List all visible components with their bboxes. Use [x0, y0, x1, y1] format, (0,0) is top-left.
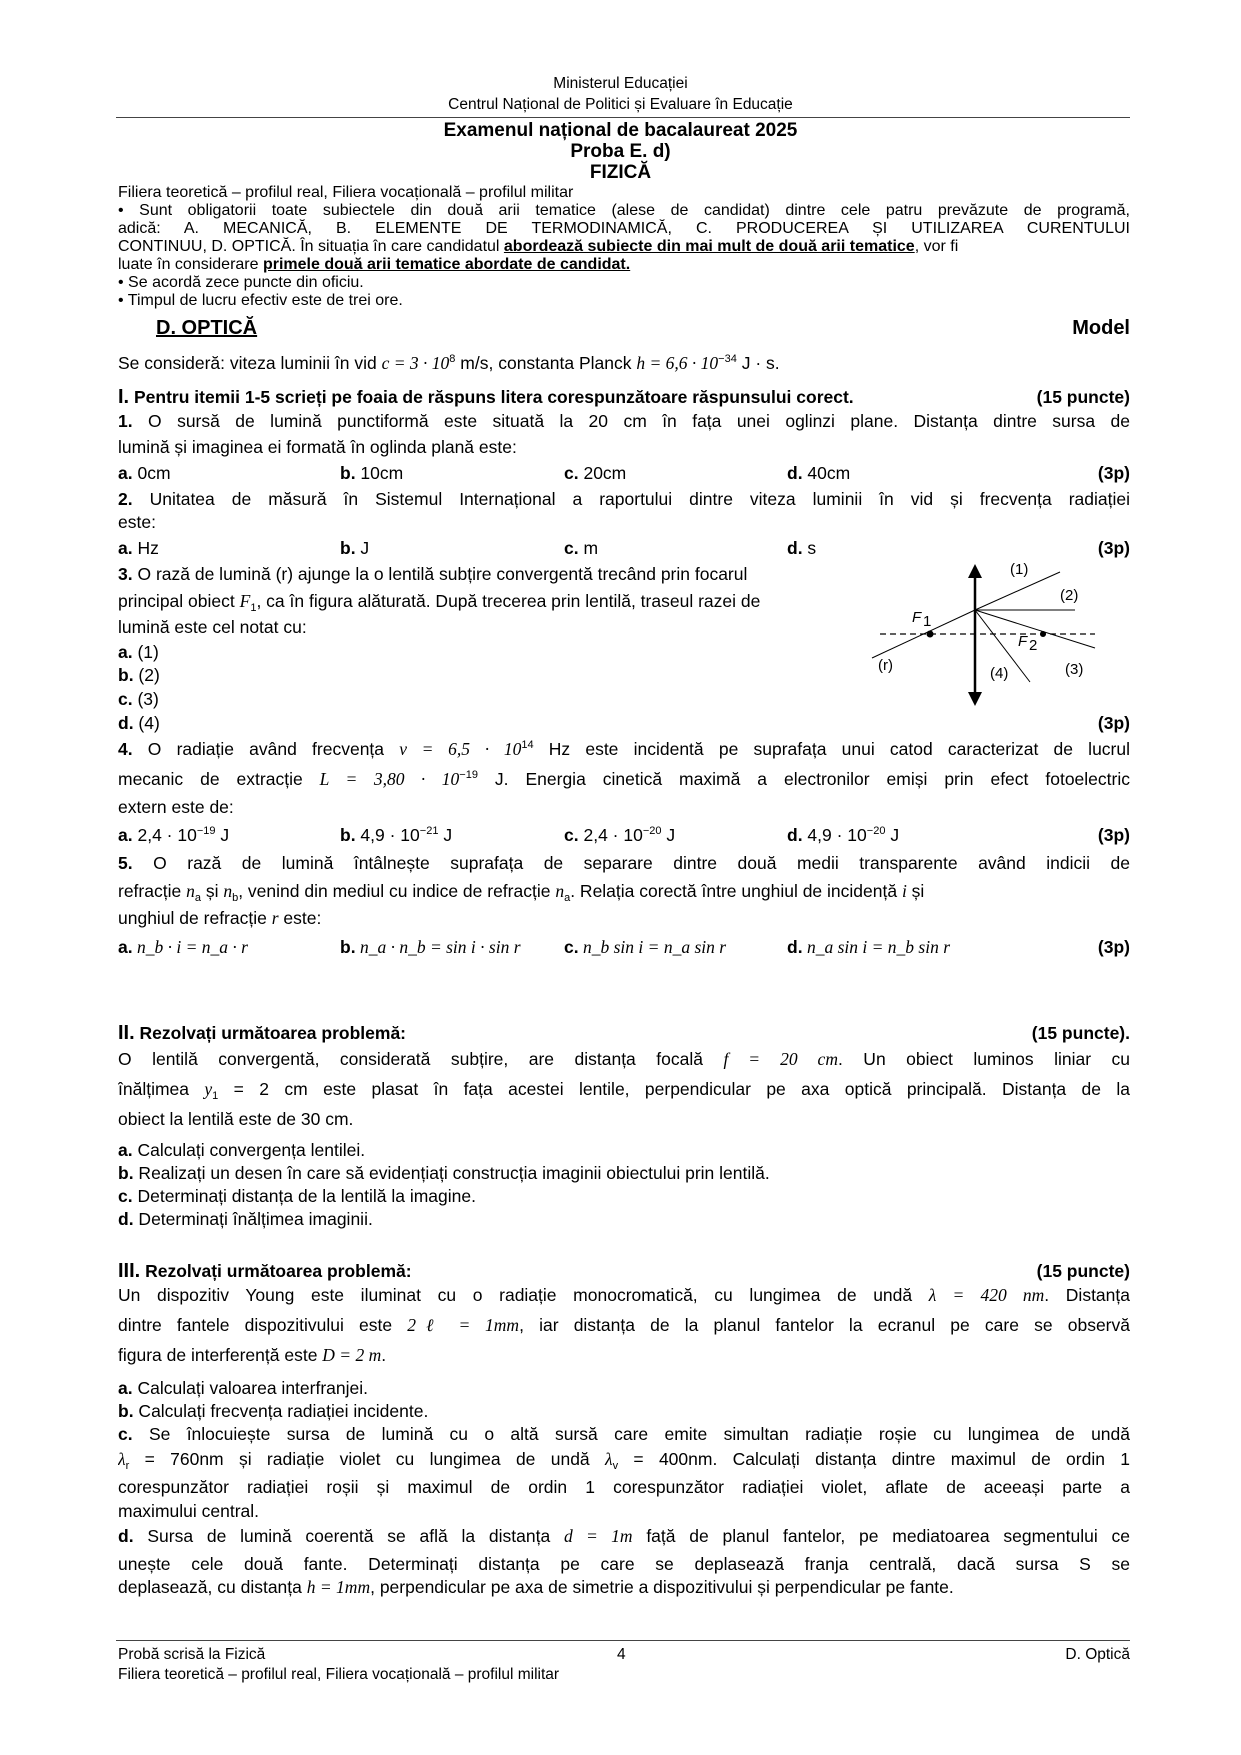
- option-letter: c.: [118, 689, 133, 709]
- exam-title: Examenul național de bacalaureat 2025: [443, 120, 798, 141]
- question-text: , venind din mediul cu indice de refracție: [238, 881, 556, 901]
- instructions-bullet-2: • Se acordă zece puncte din oficiu.: [118, 274, 364, 291]
- option-text: 40cm: [802, 463, 851, 483]
- option-letter: d.: [787, 825, 803, 845]
- question-number: 5.: [118, 853, 133, 873]
- exponent: −20: [866, 825, 886, 837]
- option-text: (1): [132, 642, 159, 662]
- label-ray-r: (r): [878, 657, 893, 674]
- part3-heading: [118, 1260, 1130, 1282]
- q3-line-1: [118, 563, 858, 585]
- q2-option-c: [564, 537, 598, 559]
- part3-item-a: [118, 1377, 1130, 1399]
- q1-option-b: [340, 462, 403, 484]
- part2-item-b: [118, 1162, 1130, 1184]
- subscript: 1: [212, 1090, 219, 1100]
- option-formula: n_a · n_b = sin i · sin r: [355, 937, 521, 957]
- q5-option-c: [564, 936, 726, 958]
- item-text: deplasează, cu distanța: [118, 1577, 307, 1597]
- item-letter: a.: [118, 1140, 133, 1160]
- question-text: și: [200, 881, 224, 901]
- center-name: Centrul Național de Politici și Evaluare în Educație: [448, 96, 793, 113]
- q5-line-3: [118, 907, 1130, 929]
- q4-option-a: [118, 824, 229, 846]
- speed-of-light: c = 3 · 10: [381, 353, 450, 373]
- part1-heading-text: Pentru itemii 1-5 scrieți pe foaia de răspuns litera corespunzătoare răspunsului corect.: [129, 387, 854, 407]
- option-letter: a.: [118, 937, 133, 957]
- part3-item-c-line-3: corespunzător radiației roșii și maximul de ordin 1 corespunzător radiației violet, aflate de aceeași parte a: [118, 1477, 1130, 1497]
- instructions-line-4: [118, 255, 1130, 274]
- lens-diagram: [860, 560, 1120, 720]
- option-text: 20cm: [578, 463, 627, 483]
- label-f2: F: [1018, 633, 1028, 650]
- q1-option-c: [564, 462, 626, 484]
- option-text: (4): [133, 713, 160, 733]
- footer-rule: [116, 1640, 1130, 1641]
- label-f2-sub: 2: [1029, 637, 1038, 654]
- unit: J · s.: [736, 353, 780, 373]
- q2-option-a: [118, 537, 159, 559]
- problem-text: Un dispozitiv Young este iluminat cu o radiație monocromatică, cu lungimea de undă: [118, 1285, 929, 1305]
- q4-line-1: [118, 738, 1130, 760]
- option-letter: d.: [787, 463, 803, 483]
- q1-option-d: [787, 462, 850, 484]
- part2-heading-text: Rezolvați următoarea problemă:: [134, 1023, 406, 1043]
- option-letter: b.: [340, 937, 356, 957]
- label-ray-1: (1): [1010, 561, 1029, 578]
- unit: J: [885, 825, 900, 845]
- q4-line-2: [118, 768, 1130, 790]
- lambda-violet-value: = 400nm: [618, 1449, 713, 1469]
- question-text: mecanic de extracție: [118, 769, 320, 789]
- q4-option-d: [787, 824, 899, 846]
- subscript: r: [125, 1460, 130, 1470]
- question-number: 1.: [118, 411, 133, 431]
- option-letter: a.: [118, 642, 133, 662]
- item-text: Calculați valoarea interfranjei.: [132, 1378, 369, 1398]
- subject-title: FIZICĂ: [589, 162, 652, 183]
- option-letter: d.: [787, 937, 803, 957]
- question-text: unghiul de refracție: [118, 908, 272, 928]
- option-letter: c.: [564, 825, 579, 845]
- question-text: Unitatea de măsură în Sistemul Internațional a raportului dintre viteza luminii în vid și frecvența radiației: [132, 489, 1130, 509]
- problem-text: înălțimea: [118, 1079, 205, 1099]
- exponent: −34: [718, 353, 737, 365]
- subscript: v: [612, 1460, 619, 1470]
- symbol-r: r: [271, 908, 279, 928]
- problem-text: O lentilă convergentă, considerată subțire, are distanța focală: [118, 1049, 724, 1069]
- footer-right: D. Optică: [1065, 1646, 1130, 1663]
- q1-line-1: [118, 410, 1130, 432]
- symbol-i: i: [901, 881, 907, 901]
- part2-heading: [118, 1022, 1130, 1044]
- part2-item-d: [118, 1208, 1130, 1230]
- part2-line-3: obiect la lentilă este de 30 cm.: [118, 1109, 354, 1129]
- option-text: 4,9 · 10: [355, 825, 420, 845]
- question-text: principal obiect: [118, 591, 240, 611]
- constants-text: Se consideră: viteza luminii în vid: [118, 353, 382, 373]
- part3-item-c-line-4: maximului central.: [118, 1501, 260, 1521]
- label-ray-2: (2): [1060, 587, 1079, 604]
- option-letter: c.: [564, 538, 579, 558]
- question-text: O rază de lumină întâlnește suprafața de separare dintre două medii transparente având indicii de: [132, 853, 1130, 873]
- instructions-line-3: [118, 237, 1130, 256]
- source-displacement: h = 1mm: [306, 1577, 371, 1597]
- unit: J: [661, 825, 676, 845]
- q4-option-b: [340, 824, 452, 846]
- q5-line-1: [118, 852, 1130, 874]
- question-number: 2.: [118, 489, 133, 509]
- question-text: refracție: [118, 881, 187, 901]
- exponent: −20: [642, 825, 662, 837]
- question-text: este:: [278, 908, 322, 928]
- q4-line-3: extern este de:: [118, 797, 234, 817]
- q2-option-d: [787, 537, 816, 559]
- label-ray-3: (3): [1065, 661, 1084, 678]
- option-letter: d.: [118, 713, 134, 733]
- roman-numeral: III.: [118, 1260, 141, 1282]
- q5-option-b: [340, 936, 521, 958]
- object-height-symbol: y: [204, 1079, 213, 1099]
- part3-item-c-line-2: [118, 1448, 1130, 1470]
- q5-option-a: [118, 936, 248, 958]
- problem-text: dintre fantele dispozitivului este: [118, 1315, 408, 1335]
- part2-line-1: [118, 1048, 1130, 1070]
- question-text: O sursă de lumină punctiformă este situată la 20 cm în fața unei oglinzi plane. Distanța dintre sursa de: [132, 411, 1130, 431]
- option-text: 2,4 · 10: [132, 825, 197, 845]
- footer-left-1: Probă scrisă la Fizică: [118, 1646, 266, 1663]
- problem-text: . Distanța: [1044, 1285, 1130, 1305]
- item-text: , perpendicular pe axa de simetrie a dispozitivului și perpendicular pe fante.: [370, 1577, 954, 1597]
- ministry-name: Ministerul Educației: [553, 75, 688, 92]
- item-text: Determinați distanța de la lentilă la imagine.: [132, 1186, 476, 1206]
- work-function-value: L = 3,80 · 10: [319, 769, 460, 789]
- constants-text: , constanta Planck: [488, 353, 637, 373]
- section-title-row: [118, 316, 1130, 340]
- q2-points: (3p): [1097, 538, 1130, 558]
- unit: m/s: [455, 353, 489, 373]
- option-letter: b.: [340, 463, 356, 483]
- option-text: 2,4 · 10: [578, 825, 643, 845]
- q4-option-c: [564, 824, 675, 846]
- option-letter: a.: [118, 463, 133, 483]
- label-f1: F: [912, 609, 922, 626]
- exponent: −19: [459, 769, 478, 781]
- section-title: D. OPTICĂ: [156, 317, 258, 339]
- part1-points: (15 puncte): [1036, 387, 1130, 407]
- roman-numeral: II.: [118, 1022, 135, 1044]
- question-text: , ca în figura alăturată. După trecerea prin lentilă, traseul razei de: [256, 591, 761, 611]
- problem-text: figura de interferență este: [118, 1345, 323, 1365]
- part3-points: (15 puncte): [1036, 1261, 1130, 1281]
- part1-heading: [118, 386, 1130, 408]
- problem-text: .: [381, 1345, 387, 1365]
- option-text: 4,9 · 10: [802, 825, 867, 845]
- source-distance: d = 1m: [564, 1526, 633, 1546]
- part2-line-2: [118, 1078, 1130, 1100]
- item-text: . Calculați distanța dintre maximul de ordin 1: [712, 1449, 1130, 1469]
- instructions-emphasis: primele două arii tematice abordate de candidat.: [262, 256, 631, 273]
- item-letter: b.: [118, 1163, 134, 1183]
- label-ray-4: (4): [990, 665, 1009, 682]
- problem-text: . Un obiect luminos liniar cu: [837, 1049, 1130, 1069]
- part2-item-c: [118, 1185, 1130, 1207]
- question-number: 4.: [118, 739, 133, 759]
- lambda-violet: λ: [605, 1449, 613, 1469]
- item-letter: d.: [118, 1526, 134, 1546]
- lens-arrow-bottom: [968, 692, 982, 706]
- part2-item-a: [118, 1139, 1130, 1161]
- item-letter: c.: [118, 1424, 133, 1444]
- q2-line-1: [118, 488, 1130, 510]
- item-letter: a.: [118, 1378, 133, 1398]
- option-formula: n_b · i = n_a · r: [132, 937, 248, 957]
- instructions-text: , vor fi: [914, 238, 959, 255]
- item-text: Calculați convergența lentilei.: [132, 1140, 366, 1160]
- lambda-red: λ: [118, 1449, 126, 1469]
- question-text: J. Energia cinetică maximă a electronilor emiși prin efect fotoelectric: [477, 769, 1130, 789]
- option-formula: n_b sin i = n_a sin r: [578, 937, 727, 957]
- constants-line: [118, 352, 1130, 374]
- option-letter: b.: [118, 665, 134, 685]
- q4-points: (3p): [1097, 825, 1130, 845]
- frequency-value: ν = 6,5 · 10: [399, 739, 522, 759]
- option-letter: a.: [118, 538, 133, 558]
- part2-points: (15 puncte).: [1031, 1023, 1130, 1043]
- exponent: −19: [196, 825, 216, 837]
- problem-text: este plasat în fața acestei lentile, perpendicular pe axa optică principală. Distanța de la: [307, 1079, 1130, 1099]
- q5-line-2: refracție $n_a$ și $n_b$, venind din mediul cu indice de refracție $n_a$. Relația corectă între unghiul de incidență i și: [118, 881, 925, 904]
- option-letter: a.: [118, 825, 133, 845]
- part3-line-2: [118, 1314, 1130, 1336]
- problem-text: , iar distanța de la planul fantelor la ecranul pe care se observă: [519, 1315, 1130, 1335]
- part3-line-3: [118, 1344, 1130, 1366]
- q1-option-a: [118, 462, 171, 484]
- option-letter: c.: [564, 937, 579, 957]
- roman-numeral: I.: [118, 386, 130, 408]
- focus-symbol: F: [239, 591, 251, 611]
- q5-points: (3p): [1097, 937, 1130, 957]
- option-text: s: [802, 538, 817, 558]
- item-letter: d.: [118, 1209, 134, 1229]
- q3-line-3: lumină este cel notat cu:: [118, 617, 307, 637]
- part3-item-c-line-1: [118, 1423, 1130, 1445]
- exponent: −21: [419, 825, 439, 837]
- screen-distance: D = 2 m: [322, 1345, 382, 1365]
- unit: J: [438, 825, 453, 845]
- option-text: J: [355, 538, 370, 558]
- proba-title: Proba E. d): [570, 141, 671, 162]
- instructions-bullet-3: • Timpul de lucru efectiv este de trei ore.: [118, 292, 403, 309]
- exponent: 8: [449, 353, 456, 365]
- object-height-value: = 2 cm: [218, 1079, 308, 1099]
- question-number: 3.: [118, 564, 133, 584]
- option-text: 0cm: [132, 463, 171, 483]
- item-text: Realizați un desen în care să evidențiați construcția imaginii obiectului prin lentilă.: [133, 1163, 770, 1183]
- item-text: Calculați frecvența radiației incidente.: [133, 1401, 429, 1421]
- exponent: 14: [521, 739, 534, 751]
- q1-line-2: lumină și imaginea ei formată în oglinda plană este:: [118, 437, 517, 457]
- option-text: 10cm: [355, 463, 404, 483]
- question-text: O radiație având frecvența: [132, 739, 400, 759]
- slit-distance: 2ℓ = 1mm: [407, 1315, 520, 1335]
- q2-option-b: [340, 537, 369, 559]
- item-text: Sursa de lumină coerentă se află la distanța: [133, 1526, 565, 1546]
- unit: J: [215, 825, 230, 845]
- item-text: față de planul fantelor, pe mediatoarea segmentului ce: [632, 1526, 1130, 1546]
- option-letter: b.: [340, 825, 356, 845]
- lambda-red-value: = 760nm: [129, 1449, 224, 1469]
- option-text: (3): [132, 689, 159, 709]
- question-text: O rază de lumină (r) ajunge la o lentilă subțire convergentă trecând prin focarul: [132, 564, 748, 584]
- q2-line-2: este:: [118, 512, 156, 532]
- item-text: și radiație violet cu lungimea de undă: [223, 1449, 605, 1469]
- instructions-line-2: adică: A. MECANICĂ, B. ELEMENTE DE TERMODINAMICĂ, C. PRODUCEREA ȘI UTILIZAREA CURENTULUI: [118, 220, 1130, 237]
- item-text: Determinați înălțimea imaginii.: [133, 1209, 373, 1229]
- focal-length: f = 20 cm: [723, 1049, 838, 1069]
- filiera-line: Filiera teoretică – profilul real, Filiera vocațională – profilul militar: [118, 184, 574, 201]
- part3-line-1: [118, 1284, 1130, 1306]
- part3-item-d-line-2: unește cele două fante. Determinați distanța pe care se deplasează franja centrală, dacă sursa S se: [118, 1554, 1130, 1574]
- model-label: Model: [1072, 317, 1130, 339]
- instructions-text: luate în considerare: [118, 256, 263, 273]
- label-f1-sub: 1: [923, 613, 932, 630]
- q1-points: (3p): [1097, 463, 1130, 483]
- part3-item-d-line-1: [118, 1525, 1130, 1547]
- q3-line-2: [118, 590, 858, 612]
- option-letter: b.: [340, 538, 356, 558]
- lens-arrow-top: [968, 564, 982, 578]
- footer-left-2: Filiera teoretică – profilul real, Filiera vocațională – profilul militar: [118, 1666, 560, 1683]
- question-text: și: [906, 881, 925, 901]
- part3-heading-text: Rezolvați următoarea problemă:: [140, 1261, 412, 1281]
- instructions-text: CONTINUU, D. OPTICĂ. În situația în care candidatul: [118, 238, 504, 255]
- item-text: Se înlocuiește sursa de lumină cu o altă sursă care emite simultan radiație roșie cu lungimea de undă: [132, 1424, 1130, 1444]
- q5-option-d: [787, 936, 950, 958]
- part3-item-b: [118, 1400, 1130, 1422]
- option-text: m: [578, 538, 599, 558]
- item-letter: c.: [118, 1186, 133, 1206]
- instructions-line-1: • Sunt obligatorii toate subiectele din două arii tematice (alese de candidat) dintre cele patru prevăzute de programă,: [118, 202, 1130, 219]
- planck-constant: h = 6,6 · 10: [636, 353, 719, 373]
- page-number: 4: [617, 1646, 626, 1663]
- item-letter: b.: [118, 1401, 134, 1421]
- option-text: (2): [133, 665, 160, 685]
- part3-item-d-line-3: [118, 1576, 1130, 1598]
- header-rule: [116, 117, 1130, 118]
- wavelength: λ = 420 nm: [928, 1285, 1045, 1305]
- option-letter: d.: [787, 538, 803, 558]
- subscript: 1: [250, 602, 257, 614]
- question-text: . Relația corectă între unghiul de incidență: [570, 881, 902, 901]
- option-letter: c.: [564, 463, 579, 483]
- focus-f1-dot: [927, 631, 934, 638]
- option-formula: n_a sin i = n_b sin r: [802, 937, 951, 957]
- instructions-emphasis: abordează subiecte din mai mult de două arii tematice: [503, 238, 915, 255]
- question-text: Hz este incidentă pe suprafața unui catod caracterizat de lucrul: [533, 739, 1130, 759]
- q3-points: (3p): [1097, 713, 1130, 733]
- option-text: Hz: [132, 538, 159, 558]
